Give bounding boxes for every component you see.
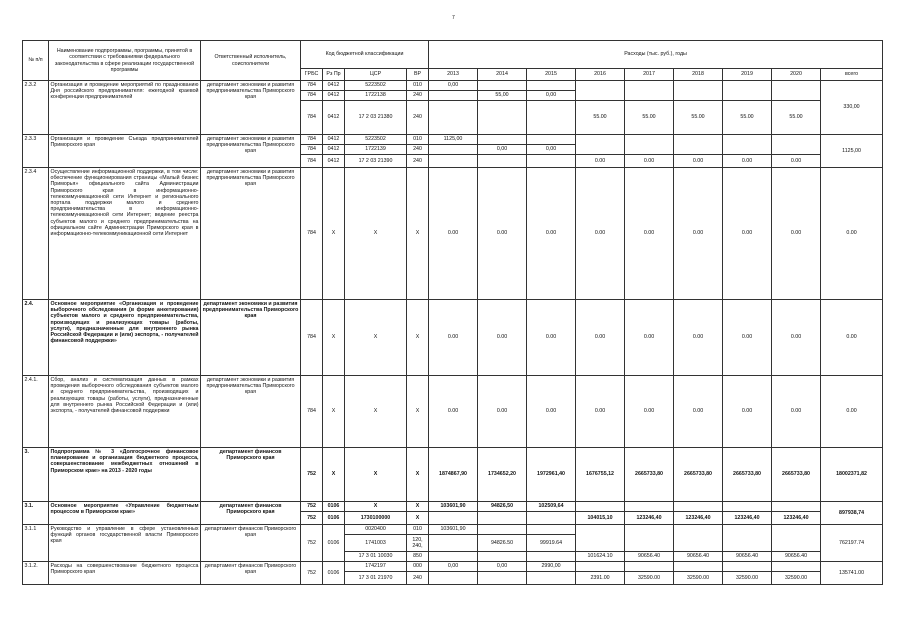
- cell-value: [429, 552, 478, 562]
- cell-value: 0.00: [576, 155, 625, 168]
- cell-value: 2665733,80: [674, 448, 723, 502]
- cell-value: 32590.00: [772, 572, 821, 585]
- cell-value: 103601,90: [429, 502, 478, 512]
- cell-value: 0.00: [527, 168, 576, 300]
- row-name: Подпрограмма № 3 «Долгосрочное финансовое планирование и организация бюджетного процесса, совершенствование межбюджетных отношений в Приморском крае» на 2013 - 2020 годы: [49, 448, 201, 502]
- cell-vr: 010: [407, 81, 429, 91]
- cell-vr: 010: [407, 525, 429, 535]
- cell-csr: 1722138: [345, 91, 407, 101]
- cell-vr: 240: [407, 572, 429, 585]
- cell-value: [674, 525, 723, 552]
- row-num: 3.1.: [23, 502, 49, 525]
- cell-value: [723, 502, 772, 512]
- cell-value: 0,00: [478, 562, 527, 572]
- cell-value: [527, 135, 576, 145]
- cell-total: 330,00: [821, 81, 883, 135]
- cell-value: 2990,00: [527, 562, 576, 572]
- cell-value: 99919.64: [527, 535, 576, 552]
- cell-value: 1972961,40: [527, 448, 576, 502]
- cell-value: 55.00: [625, 101, 674, 135]
- cell-value: [478, 135, 527, 145]
- cell-value: 0.00: [625, 168, 674, 300]
- table-row: [23, 168, 883, 300]
- cell-value: 0.00: [527, 300, 576, 376]
- cell-value: 0.00: [674, 168, 723, 300]
- cell-value: [527, 155, 576, 168]
- cell-value: 0.00: [576, 300, 625, 376]
- cell-value: 0.00: [527, 376, 576, 448]
- cell-csr: 1742197: [345, 562, 407, 572]
- cell-grbs: 784: [301, 81, 323, 91]
- row-num: 3.: [23, 448, 49, 502]
- cell-total: 1125,00: [821, 135, 883, 168]
- row-num: 2.3.2: [23, 81, 49, 135]
- cell-csr: 1741003: [345, 535, 407, 552]
- header-year: 2014: [478, 69, 527, 81]
- cell-value: 90656.40: [723, 552, 772, 562]
- cell-value: 0,00: [429, 562, 478, 572]
- cell-value: [527, 572, 576, 585]
- cell-value: [723, 81, 772, 101]
- cell-csr: 5223502: [345, 81, 407, 91]
- header-year: 2018: [674, 69, 723, 81]
- cell-value: 0.00: [772, 168, 821, 300]
- table-row: [23, 525, 883, 535]
- cell-value: 123246,40: [674, 512, 723, 525]
- cell-rzpr: X: [323, 300, 345, 376]
- cell-total: 0.00: [821, 300, 883, 376]
- row-exec: департамент экономики и развития предпринимательства Приморского края: [201, 135, 301, 168]
- cell-value: 0,00: [478, 145, 527, 155]
- cell-total: 18002371,82: [821, 448, 883, 502]
- table-row: [23, 448, 883, 502]
- cell-value: [723, 525, 772, 552]
- row-exec: департамент экономики и развития предпринимательства Приморского края: [201, 81, 301, 135]
- cell-grbs: 752: [301, 512, 323, 525]
- cell-value: 0.00: [625, 155, 674, 168]
- cell-value: [478, 572, 527, 585]
- cell-grbs: 784: [301, 376, 323, 448]
- header-vr: ВР: [407, 69, 429, 81]
- header-num: № п/п: [23, 41, 49, 81]
- cell-csr: 5223502: [345, 135, 407, 145]
- cell-value: [429, 512, 478, 525]
- row-name: Организация и проведение мероприятий по празднованию Дня российского предпринимателя: ежегодной краевой конференции предпринимателей: [49, 81, 201, 135]
- header-grbs: ГРБС: [301, 69, 323, 81]
- cell-value: [527, 552, 576, 562]
- cell-total: 0.00: [821, 376, 883, 448]
- table-row: [23, 81, 883, 91]
- cell-value: [478, 101, 527, 135]
- header-year: 2020: [772, 69, 821, 81]
- cell-value: [576, 502, 625, 512]
- cell-vr: X: [407, 502, 429, 512]
- cell-value: 2665733,80: [625, 448, 674, 502]
- row-num: 2.3.3: [23, 135, 49, 168]
- cell-rzpr: 0412: [323, 145, 345, 155]
- cell-vr: 240: [407, 91, 429, 101]
- header-year: 2015: [527, 69, 576, 81]
- cell-value: [674, 81, 723, 101]
- cell-value: 32590.00: [625, 572, 674, 585]
- row-name: Расходы на совершенствование бюджетного процесса Приморского края: [49, 562, 201, 585]
- cell-csr: 17 3 01 10030: [345, 552, 407, 562]
- cell-value: 55,00: [478, 91, 527, 101]
- table-row: [23, 135, 883, 145]
- cell-rzpr: 0412: [323, 91, 345, 101]
- row-name: Основное мероприятие «Организация и проведение выборочного обследования (в форме анкетирования) субъектов малого и среднего предпринимательства, производящих и реализующих товары (работы, услуги), предназначенные для внутреннего рынка Российской Федерации и (или) экспорта, - получателей финансовой поддержки»: [49, 300, 201, 376]
- cell-value: 55.00: [772, 101, 821, 135]
- cell-vr: 120, 240,: [407, 535, 429, 552]
- header-csr: ЦСР: [345, 69, 407, 81]
- cell-grbs: 784: [301, 300, 323, 376]
- cell-csr: 1722139: [345, 145, 407, 155]
- row-name: Осуществление информационной поддержки, в том числе: обеспечение функционирования страницы «Малый бизнес Приморья» официального сайта Администрации Приморского края в информационно-телекоммуникационной сети Интернет и регионального портала поддержки малого и среднего предпринимательства в информационно-телекоммуникационной сети Интернет; ведение реестра субъектов малого и среднего предпринимательства на официальном сайте Администрации Приморского края в информационно-телекоммуникационной сети Интернет: [49, 168, 201, 300]
- cell-value: [723, 562, 772, 572]
- header-year: 2016: [576, 69, 625, 81]
- cell-value: 90656.40: [772, 552, 821, 562]
- cell-value: [478, 81, 527, 91]
- header-year: 2017: [625, 69, 674, 81]
- cell-value: [429, 91, 478, 101]
- cell-value: [527, 512, 576, 525]
- row-num: 2.3.4: [23, 168, 49, 300]
- row-exec: департамент экономики и развития предпринимательства Приморского края: [201, 376, 301, 448]
- cell-value: [527, 81, 576, 91]
- cell-grbs: 784: [301, 145, 323, 155]
- cell-grbs: 752: [301, 448, 323, 502]
- cell-value: [625, 502, 674, 512]
- cell-value: 123246,40: [772, 512, 821, 525]
- cell-grbs: 784: [301, 155, 323, 168]
- cell-value: [674, 502, 723, 512]
- cell-value: 0.00: [625, 376, 674, 448]
- cell-value: 0.00: [674, 376, 723, 448]
- cell-value: 0.00: [772, 300, 821, 376]
- row-exec: департамент финансов Приморского края: [201, 448, 301, 502]
- cell-csr: X: [345, 502, 407, 512]
- cell-value: 0.00: [723, 300, 772, 376]
- cell-value: 0.00: [429, 168, 478, 300]
- cell-value: 0.00: [674, 300, 723, 376]
- cell-vr: 240: [407, 155, 429, 168]
- cell-value: 0.00: [429, 376, 478, 448]
- cell-grbs: 752: [301, 525, 323, 562]
- cell-value: 0.00: [723, 168, 772, 300]
- cell-csr: 1730100000: [345, 512, 407, 525]
- cell-value: 32590.00: [674, 572, 723, 585]
- cell-value: [478, 525, 527, 535]
- cell-rzpr: 0412: [323, 155, 345, 168]
- cell-total: 0.00: [821, 168, 883, 300]
- cell-value: [772, 135, 821, 155]
- cell-value: 2665733,80: [772, 448, 821, 502]
- cell-value: 101624.10: [576, 552, 625, 562]
- cell-value: 123246,40: [723, 512, 772, 525]
- cell-value: [772, 81, 821, 101]
- cell-value: 0,00: [527, 91, 576, 101]
- cell-value: [772, 502, 821, 512]
- cell-value: 0,00: [429, 81, 478, 91]
- cell-vr: 000: [407, 562, 429, 572]
- cell-grbs: 784: [301, 168, 323, 300]
- cell-value: [527, 101, 576, 135]
- cell-total: 762197.74: [821, 525, 883, 562]
- row-exec: департамент финансов Приморского края: [201, 562, 301, 585]
- cell-value: [772, 562, 821, 572]
- cell-rzpr: X: [323, 448, 345, 502]
- cell-value: 90656.40: [674, 552, 723, 562]
- cell-value: 0,00: [527, 145, 576, 155]
- cell-csr: 17 3 01 21970: [345, 572, 407, 585]
- header-expenses: Расходы (тыс. руб.), годы: [429, 41, 883, 69]
- cell-value: [674, 562, 723, 572]
- cell-value: [429, 535, 478, 552]
- cell-rzpr: X: [323, 168, 345, 300]
- cell-vr: X: [407, 512, 429, 525]
- cell-rzpr: 0412: [323, 101, 345, 135]
- cell-value: 0.00: [772, 155, 821, 168]
- header-rzpr: Рз Пр: [323, 69, 345, 81]
- header-year: 2019: [723, 69, 772, 81]
- cell-value: 0.00: [723, 155, 772, 168]
- cell-value: 0.00: [625, 300, 674, 376]
- budget-table: [22, 40, 883, 585]
- cell-value: 0.00: [576, 376, 625, 448]
- cell-value: 1734652,20: [478, 448, 527, 502]
- row-exec: департамент экономики и развития предпринимательства Приморского края: [201, 300, 301, 376]
- row-exec: департамент экономики и развития предпринимательства Приморского края: [201, 168, 301, 300]
- cell-value: 104015,10: [576, 512, 625, 525]
- cell-value: 55.00: [674, 101, 723, 135]
- row-num: 3.1.1: [23, 525, 49, 562]
- cell-value: 102509,64: [527, 502, 576, 512]
- cell-value: 55.00: [723, 101, 772, 135]
- cell-vr: 010: [407, 135, 429, 145]
- cell-rzpr: 0106: [323, 562, 345, 585]
- cell-csr: 17 2 03 21390: [345, 155, 407, 168]
- cell-value: 0.00: [478, 300, 527, 376]
- cell-value: [772, 525, 821, 552]
- cell-grbs: 784: [301, 135, 323, 145]
- cell-value: [625, 562, 674, 572]
- row-num: 2.4.: [23, 300, 49, 376]
- table-row: [23, 562, 883, 572]
- cell-value: [478, 512, 527, 525]
- cell-value: [576, 562, 625, 572]
- cell-value: 1676755,12: [576, 448, 625, 502]
- cell-total: 135741.00: [821, 562, 883, 585]
- cell-value: [723, 135, 772, 155]
- cell-value: [527, 525, 576, 535]
- header-year: 2013: [429, 69, 478, 81]
- cell-value: 0.00: [723, 376, 772, 448]
- cell-csr: 17 2 03 21380: [345, 101, 407, 135]
- row-num: 3.1.2.: [23, 562, 49, 585]
- cell-value: [625, 135, 674, 155]
- row-name: Организация и проведение Съезда предпринимателей Приморского края: [49, 135, 201, 168]
- cell-value: [576, 525, 625, 552]
- cell-value: [478, 552, 527, 562]
- cell-vr: 240: [407, 145, 429, 155]
- cell-grbs: 752: [301, 502, 323, 512]
- cell-value: [478, 155, 527, 168]
- cell-csr: X: [345, 300, 407, 376]
- cell-value: [576, 135, 625, 155]
- row-name: Основное мероприятие «Управление бюджетным процессом в Приморском крае»: [49, 502, 201, 525]
- cell-vr: X: [407, 300, 429, 376]
- cell-value: 2391.00: [576, 572, 625, 585]
- cell-csr: X: [345, 168, 407, 300]
- cell-value: [429, 155, 478, 168]
- row-name: Сбор, анализ и систематизация данных в рамках проведения выборочного обследования субъектов малого и среднего предпринимательства, производящих и реализующих товары (работы, услуги), предназначенные для внутреннего рынка Российской Федерации и (или) экспорта, - получателей финансовой поддержки: [49, 376, 201, 448]
- cell-rzpr: X: [323, 376, 345, 448]
- cell-value: 0.00: [674, 155, 723, 168]
- cell-grbs: 784: [301, 101, 323, 135]
- row-num: 2.4.1.: [23, 376, 49, 448]
- cell-value: 0.00: [429, 300, 478, 376]
- cell-csr: X: [345, 376, 407, 448]
- table-row: [23, 376, 883, 448]
- cell-vr: X: [407, 168, 429, 300]
- cell-value: [625, 525, 674, 552]
- cell-value: 32590.00: [723, 572, 772, 585]
- cell-value: 1874867,90: [429, 448, 478, 502]
- cell-rzpr: 0412: [323, 81, 345, 91]
- table-row: [23, 502, 883, 512]
- cell-vr: 850: [407, 552, 429, 562]
- cell-value: [625, 81, 674, 101]
- header-exec: Ответственный исполнитель, соисполнители: [201, 41, 301, 81]
- header-code: Код бюджетной классификации: [301, 41, 429, 69]
- cell-value: [674, 135, 723, 155]
- page-number: 7: [452, 15, 455, 21]
- cell-value: 0.00: [576, 168, 625, 300]
- row-exec: департамент финансов Приморского края: [201, 525, 301, 562]
- cell-csr: X: [345, 448, 407, 502]
- cell-value: 0.00: [772, 376, 821, 448]
- cell-value: [576, 81, 625, 101]
- cell-value: 1125,00: [429, 135, 478, 145]
- cell-value: 103601,90: [429, 525, 478, 535]
- cell-value: 2665733,80: [723, 448, 772, 502]
- cell-value: [429, 572, 478, 585]
- cell-vr: X: [407, 376, 429, 448]
- row-name: Руководство и управление в сфере установленных функций органов государственной власти Приморского края: [49, 525, 201, 562]
- cell-csr: 0020400: [345, 525, 407, 535]
- row-exec: департамент финансов Приморского края: [201, 502, 301, 525]
- cell-total: 897938,74: [821, 502, 883, 525]
- cell-grbs: 784: [301, 91, 323, 101]
- cell-vr: 240: [407, 101, 429, 135]
- cell-value: 94826,50: [478, 502, 527, 512]
- cell-value: 123246,40: [625, 512, 674, 525]
- cell-value: 55.00: [576, 101, 625, 135]
- cell-value: 94826.50: [478, 535, 527, 552]
- cell-rzpr: 0106: [323, 502, 345, 512]
- cell-value: [429, 145, 478, 155]
- cell-value: 0.00: [478, 376, 527, 448]
- cell-rzpr: 0412: [323, 135, 345, 145]
- cell-rzpr: 0106: [323, 512, 345, 525]
- cell-grbs: 752: [301, 562, 323, 585]
- table-row: [23, 300, 883, 376]
- cell-rzpr: 0106: [323, 525, 345, 562]
- cell-value: 90656.40: [625, 552, 674, 562]
- cell-vr: X: [407, 448, 429, 502]
- cell-value: [429, 101, 478, 135]
- header-total: всего: [821, 69, 883, 81]
- header-name: Наименование подпрограммы, программы, принятой в соответствии с требованиями федерального законодательства в сфере реализации государственной программы: [49, 41, 201, 81]
- cell-value: 0.00: [478, 168, 527, 300]
